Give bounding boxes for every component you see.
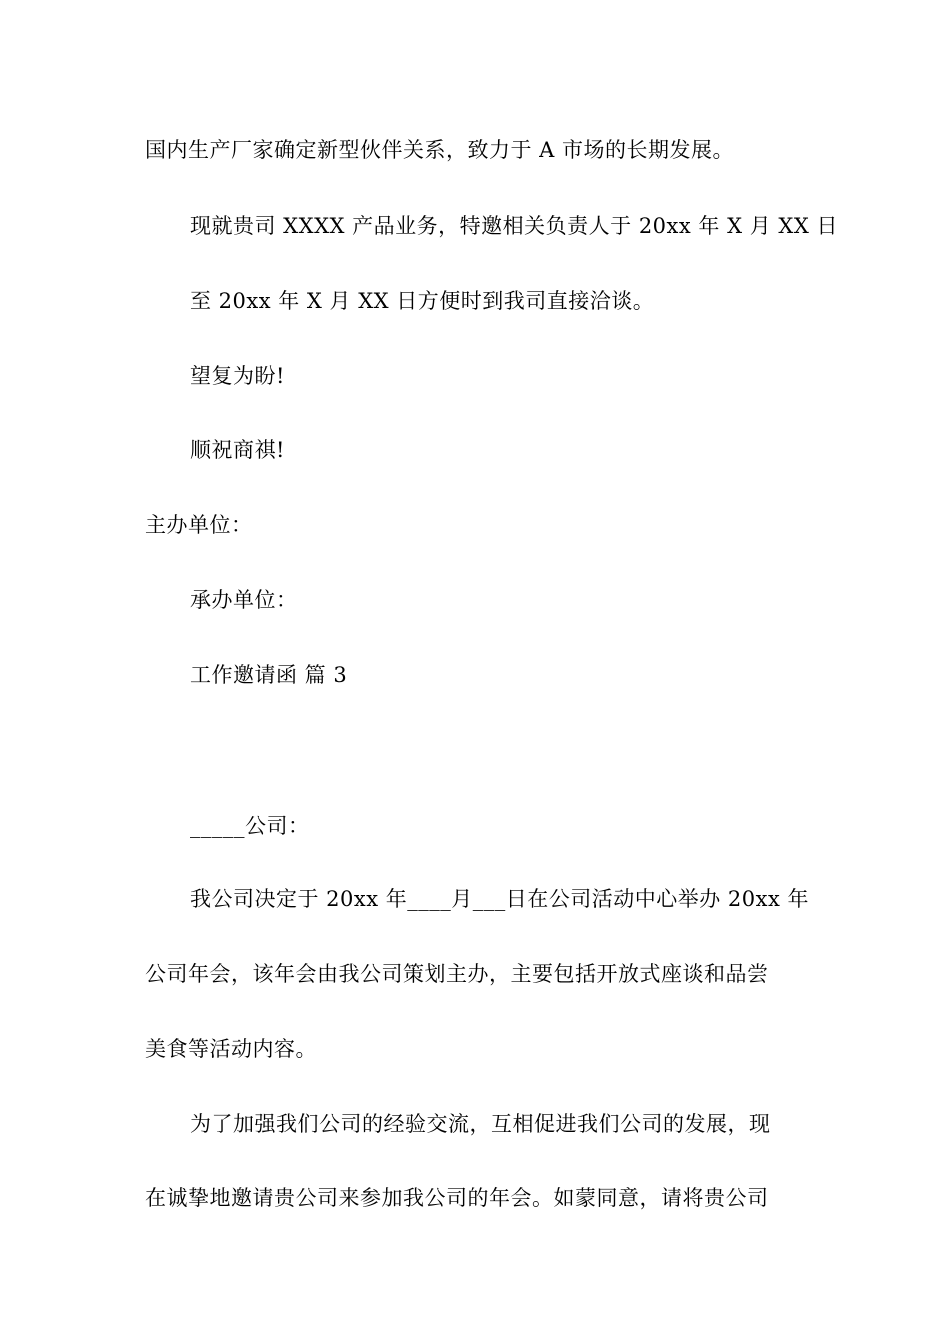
body-text-line: 为了加强我们公司的经验交流，互相促进我们公司的发展，现 (190, 1112, 771, 1136)
recipient-line: _____公司： (190, 814, 310, 838)
body-text-line: 在诚挚地邀请贵公司来参加我公司的年会。如蒙同意，请将贵公司 (145, 1186, 769, 1210)
section-heading: 工作邀请函 篇 3 (190, 663, 348, 687)
body-text-line: 至 20xx 年 X 月 XX 日方便时到我司直接洽谈。 (190, 289, 655, 313)
body-text-line: 公司年会，该年会由我公司策划主办，主要包括开放式座谈和品尝 (145, 962, 769, 986)
co-organizer-label: 承办单位： (190, 588, 298, 612)
closing-salutation: 顺祝商祺! (190, 438, 285, 462)
organizer-label: 主办单位： (145, 513, 253, 537)
body-text-line: 美食等活动内容。 (145, 1037, 317, 1061)
body-text-line: 我公司决定于 20xx 年____月___日在公司活动中心举办 20xx 年 (190, 887, 810, 911)
body-text-line: 国内生产厂家确定新型伙伴关系，致力于 A 市场的长期发展。 (145, 138, 735, 162)
body-text-line: 现就贵司 XXXX 产品业务，特邀相关负责人于 20xx 年 X 月 XX 日 (190, 214, 838, 238)
closing-remark: 望复为盼! (190, 364, 285, 388)
